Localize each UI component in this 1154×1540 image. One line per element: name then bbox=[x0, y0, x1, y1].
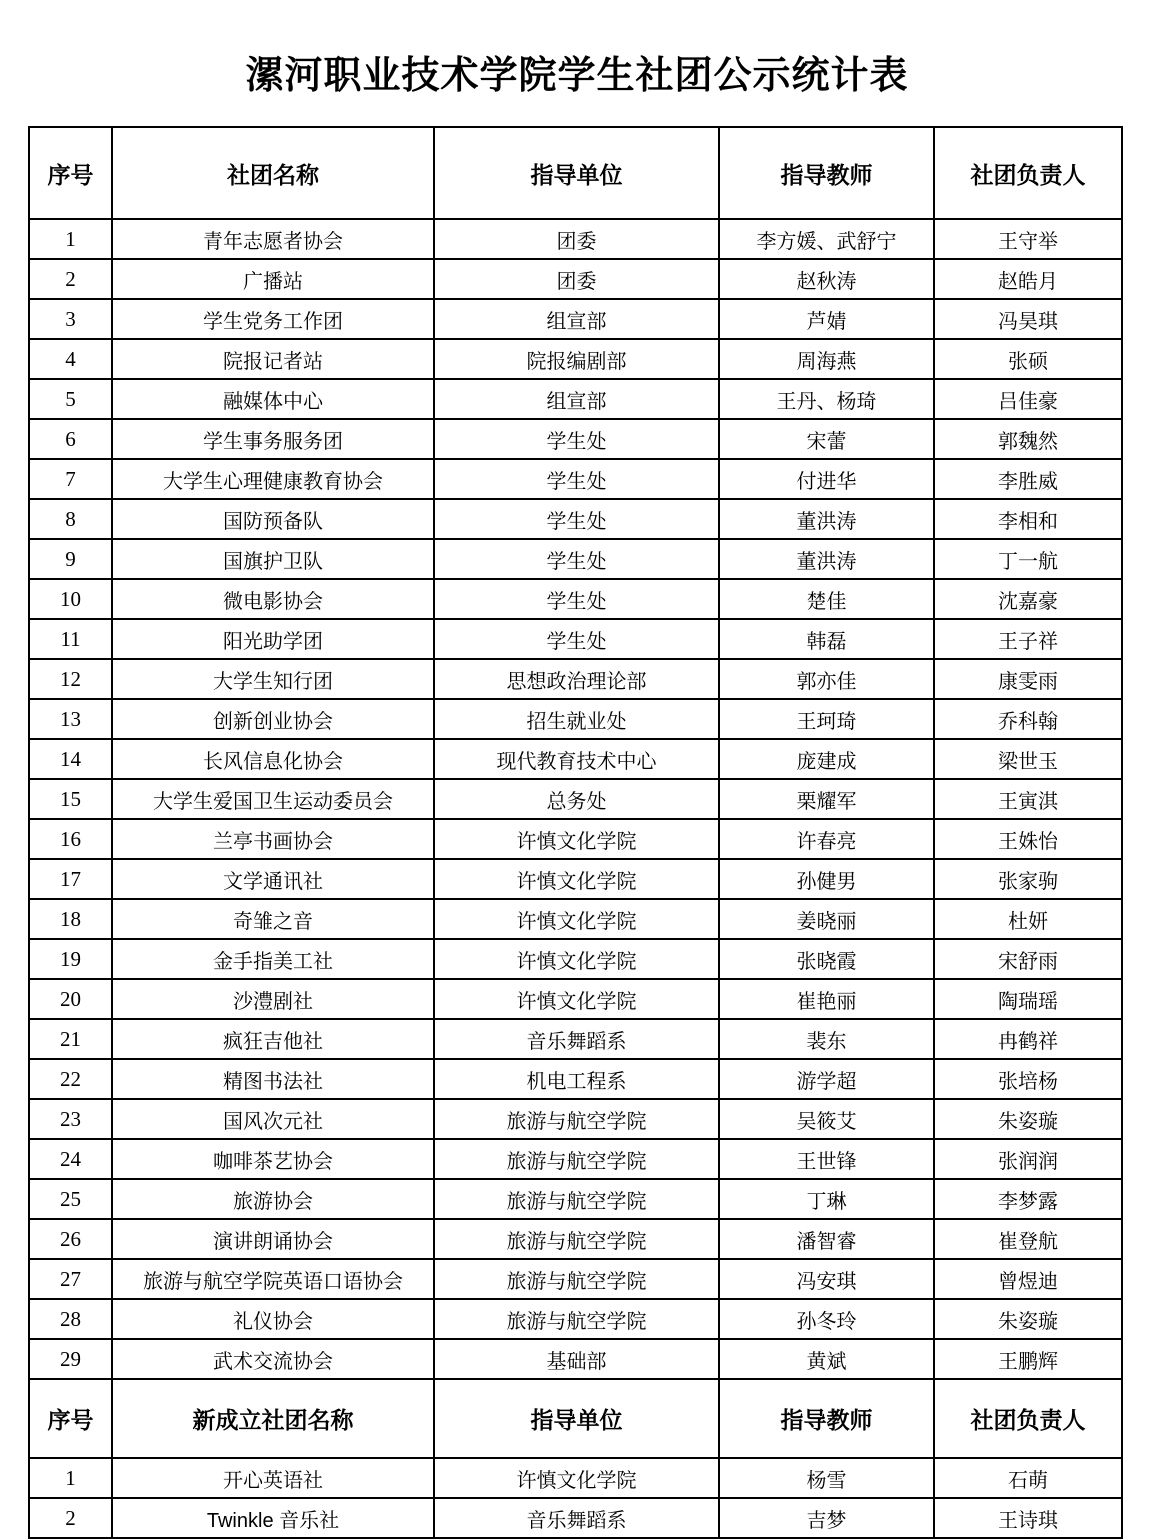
unit-cell: 许慎文化学院 bbox=[434, 899, 719, 939]
index-cell: 10 bbox=[29, 579, 112, 619]
index-cell: 17 bbox=[29, 859, 112, 899]
unit-cell: 思想政治理论部 bbox=[434, 659, 719, 699]
index-cell: 13 bbox=[29, 699, 112, 739]
teacher-cell: 冯安琪 bbox=[719, 1259, 934, 1299]
unit-cell: 组宣部 bbox=[434, 299, 719, 339]
table-row bbox=[29, 1059, 1122, 1099]
page-title: 漯河职业技术学院学生社团公示统计表 bbox=[245, 55, 909, 97]
leader-cell: 王子祥 bbox=[934, 619, 1122, 659]
club-name-cell: 咖啡茶艺协会 bbox=[112, 1139, 434, 1179]
table-row bbox=[29, 419, 1122, 459]
club-name-cell: 旅游与航空学院英语口语协会 bbox=[112, 1259, 434, 1299]
teacher-cell: 楚佳 bbox=[719, 579, 934, 619]
unit-cell: 基础部 bbox=[434, 1339, 719, 1379]
teacher-cell: 栗耀军 bbox=[719, 779, 934, 819]
leader-cell: 冉鹤祥 bbox=[934, 1019, 1122, 1059]
unit-cell: 许慎文化学院 bbox=[434, 939, 719, 979]
leader-cell: 梁世玉 bbox=[934, 739, 1122, 779]
unit-cell: 许慎文化学院 bbox=[434, 819, 719, 859]
teacher-cell: 吉梦 bbox=[719, 1498, 934, 1538]
index-cell: 3 bbox=[29, 299, 112, 339]
unit-cell: 许慎文化学院 bbox=[434, 1458, 719, 1498]
leader-cell: 王鹏辉 bbox=[934, 1339, 1122, 1379]
teacher-cell: 孙健男 bbox=[719, 859, 934, 899]
teacher-cell: 王丹、杨琦 bbox=[719, 379, 934, 419]
index-cell: 2 bbox=[29, 1498, 112, 1538]
teacher-cell: 裴东 bbox=[719, 1019, 934, 1059]
index-cell: 7 bbox=[29, 459, 112, 499]
leader-cell: 沈嘉豪 bbox=[934, 579, 1122, 619]
club-name-cell: 创新创业协会 bbox=[112, 699, 434, 739]
teacher-cell: 张晓霞 bbox=[719, 939, 934, 979]
unit-cell: 学生处 bbox=[434, 459, 719, 499]
table-row bbox=[29, 219, 1122, 259]
leader-cell: 张家驹 bbox=[934, 859, 1122, 899]
club-name-cell: Twinkle 音乐社 bbox=[112, 1498, 434, 1538]
club-name-cell: 国旗护卫队 bbox=[112, 539, 434, 579]
header-cell: 新成立社团名称 bbox=[112, 1379, 434, 1458]
leader-cell: 丁一航 bbox=[934, 539, 1122, 579]
leader-cell: 张润润 bbox=[934, 1139, 1122, 1179]
club-name-cell: 微电影协会 bbox=[112, 579, 434, 619]
new-clubs-section bbox=[29, 1379, 1122, 1538]
index-cell: 9 bbox=[29, 539, 112, 579]
index-cell: 23 bbox=[29, 1099, 112, 1139]
club-name-cell: 国风次元社 bbox=[112, 1099, 434, 1139]
index-cell: 14 bbox=[29, 739, 112, 779]
unit-cell: 音乐舞蹈系 bbox=[434, 1498, 719, 1538]
table-row bbox=[29, 259, 1122, 299]
teacher-cell: 芦婧 bbox=[719, 299, 934, 339]
index-cell: 20 bbox=[29, 979, 112, 1019]
leader-cell: 李相和 bbox=[934, 499, 1122, 539]
table1-header-row bbox=[29, 127, 1122, 219]
leader-cell: 陶瑞瑶 bbox=[934, 979, 1122, 1019]
unit-cell: 旅游与航空学院 bbox=[434, 1139, 719, 1179]
table-row bbox=[29, 699, 1122, 739]
index-cell: 4 bbox=[29, 339, 112, 379]
club-name-cell: 学生事务服务团 bbox=[112, 419, 434, 459]
unit-cell: 旅游与航空学院 bbox=[434, 1299, 719, 1339]
leader-cell: 张硕 bbox=[934, 339, 1122, 379]
club-name-cell: 阳光助学团 bbox=[112, 619, 434, 659]
index-cell: 8 bbox=[29, 499, 112, 539]
header-cell: 指导单位 bbox=[434, 127, 719, 219]
teacher-cell: 杨雪 bbox=[719, 1458, 934, 1498]
index-cell: 5 bbox=[29, 379, 112, 419]
index-cell: 22 bbox=[29, 1059, 112, 1099]
index-cell: 2 bbox=[29, 259, 112, 299]
teacher-cell: 赵秋涛 bbox=[719, 259, 934, 299]
index-cell: 1 bbox=[29, 219, 112, 259]
leader-cell: 吕佳豪 bbox=[934, 379, 1122, 419]
table-row bbox=[29, 1179, 1122, 1219]
header-cell: 社团负责人 bbox=[934, 1379, 1122, 1458]
index-cell: 11 bbox=[29, 619, 112, 659]
table-row bbox=[29, 1299, 1122, 1339]
header-cell: 指导教师 bbox=[719, 127, 934, 219]
unit-cell: 学生处 bbox=[434, 499, 719, 539]
teacher-cell: 王世锋 bbox=[719, 1139, 934, 1179]
index-cell: 6 bbox=[29, 419, 112, 459]
leader-cell: 王守举 bbox=[934, 219, 1122, 259]
header-cell: 指导教师 bbox=[719, 1379, 934, 1458]
club-name-cell: 学生党务工作团 bbox=[112, 299, 434, 339]
index-cell: 29 bbox=[29, 1339, 112, 1379]
table-row bbox=[29, 859, 1122, 899]
leader-cell: 康雯雨 bbox=[934, 659, 1122, 699]
unit-cell: 机电工程系 bbox=[434, 1059, 719, 1099]
teacher-cell: 周海燕 bbox=[719, 339, 934, 379]
index-cell: 1 bbox=[29, 1458, 112, 1498]
leader-cell: 朱姿璇 bbox=[934, 1099, 1122, 1139]
unit-cell: 团委 bbox=[434, 219, 719, 259]
unit-cell: 学生处 bbox=[434, 539, 719, 579]
unit-cell: 许慎文化学院 bbox=[434, 859, 719, 899]
leader-cell: 郭魏然 bbox=[934, 419, 1122, 459]
club-name-cell: 广播站 bbox=[112, 259, 434, 299]
table-row bbox=[29, 1019, 1122, 1059]
index-cell: 15 bbox=[29, 779, 112, 819]
unit-cell: 学生处 bbox=[434, 619, 719, 659]
club-name-cell: 青年志愿者协会 bbox=[112, 219, 434, 259]
club-name-cell: 开心英语社 bbox=[112, 1458, 434, 1498]
teacher-cell: 姜晓丽 bbox=[719, 899, 934, 939]
table-row bbox=[29, 539, 1122, 579]
index-cell: 24 bbox=[29, 1139, 112, 1179]
table-row bbox=[29, 1139, 1122, 1179]
leader-cell: 张培杨 bbox=[934, 1059, 1122, 1099]
index-cell: 27 bbox=[29, 1259, 112, 1299]
unit-cell: 招生就业处 bbox=[434, 699, 719, 739]
club-name-cell: 旅游协会 bbox=[112, 1179, 434, 1219]
unit-cell: 学生处 bbox=[434, 579, 719, 619]
table-row bbox=[29, 459, 1122, 499]
unit-cell: 院报编剧部 bbox=[434, 339, 719, 379]
teacher-cell: 付进华 bbox=[719, 459, 934, 499]
club-name-cell: 文学通讯社 bbox=[112, 859, 434, 899]
header-cell: 指导单位 bbox=[434, 1379, 719, 1458]
table-row bbox=[29, 299, 1122, 339]
unit-cell: 组宣部 bbox=[434, 379, 719, 419]
teacher-cell: 董洪涛 bbox=[719, 499, 934, 539]
table-row bbox=[29, 779, 1122, 819]
unit-cell: 旅游与航空学院 bbox=[434, 1259, 719, 1299]
table-row bbox=[29, 379, 1122, 419]
leader-cell: 朱姿璇 bbox=[934, 1299, 1122, 1339]
leader-cell: 乔科翰 bbox=[934, 699, 1122, 739]
teacher-cell: 郭亦佳 bbox=[719, 659, 934, 699]
teacher-cell: 王珂琦 bbox=[719, 699, 934, 739]
teacher-cell: 孙冬玲 bbox=[719, 1299, 934, 1339]
teacher-cell: 丁琳 bbox=[719, 1179, 934, 1219]
leader-cell: 王姝怡 bbox=[934, 819, 1122, 859]
leader-cell: 石萌 bbox=[934, 1458, 1122, 1498]
teacher-cell: 庞建成 bbox=[719, 739, 934, 779]
clubs-table bbox=[28, 126, 1123, 1539]
table-row bbox=[29, 1458, 1122, 1498]
unit-cell: 现代教育技术中心 bbox=[434, 739, 719, 779]
header-cell: 社团名称 bbox=[112, 127, 434, 219]
index-cell: 16 bbox=[29, 819, 112, 859]
club-name-cell: 大学生知行团 bbox=[112, 659, 434, 699]
club-name-cell: 精图书法社 bbox=[112, 1059, 434, 1099]
unit-cell: 旅游与航空学院 bbox=[434, 1179, 719, 1219]
table-row bbox=[29, 1498, 1122, 1538]
table-row bbox=[29, 1219, 1122, 1259]
club-name-cell: 融媒体中心 bbox=[112, 379, 434, 419]
leader-cell: 王寅淇 bbox=[934, 779, 1122, 819]
club-name-cell: 院报记者站 bbox=[112, 339, 434, 379]
teacher-cell: 宋蕾 bbox=[719, 419, 934, 459]
teacher-cell: 许春亮 bbox=[719, 819, 934, 859]
index-cell: 25 bbox=[29, 1179, 112, 1219]
teacher-cell: 崔艳丽 bbox=[719, 979, 934, 1019]
header-cell: 社团负责人 bbox=[934, 127, 1122, 219]
unit-cell: 许慎文化学院 bbox=[434, 979, 719, 1019]
table-row bbox=[29, 939, 1122, 979]
teacher-cell: 潘智睿 bbox=[719, 1219, 934, 1259]
teacher-cell: 游学超 bbox=[719, 1059, 934, 1099]
leader-cell: 杜妍 bbox=[934, 899, 1122, 939]
table-row bbox=[29, 739, 1122, 779]
unit-cell: 旅游与航空学院 bbox=[434, 1099, 719, 1139]
club-name-cell: 演讲朗诵协会 bbox=[112, 1219, 434, 1259]
club-name-cell: 金手指美工社 bbox=[112, 939, 434, 979]
table-row bbox=[29, 819, 1122, 859]
unit-cell: 旅游与航空学院 bbox=[434, 1219, 719, 1259]
index-cell: 18 bbox=[29, 899, 112, 939]
club-name-cell: 国防预备队 bbox=[112, 499, 434, 539]
teacher-cell: 韩磊 bbox=[719, 619, 934, 659]
table-row bbox=[29, 1339, 1122, 1379]
unit-cell: 学生处 bbox=[434, 419, 719, 459]
table-row bbox=[29, 339, 1122, 379]
club-name-cell: 长风信息化协会 bbox=[112, 739, 434, 779]
club-name-cell: 礼仪协会 bbox=[112, 1299, 434, 1339]
leader-cell: 曾煜迪 bbox=[934, 1259, 1122, 1299]
index-cell: 26 bbox=[29, 1219, 112, 1259]
teacher-cell: 吴筱艾 bbox=[719, 1099, 934, 1139]
index-cell: 12 bbox=[29, 659, 112, 699]
header-cell: 序号 bbox=[29, 127, 112, 219]
table-row bbox=[29, 659, 1122, 699]
club-name-cell: 大学生心理健康教育协会 bbox=[112, 459, 434, 499]
index-cell: 28 bbox=[29, 1299, 112, 1339]
club-name-cell: 疯狂吉他社 bbox=[112, 1019, 434, 1059]
unit-cell: 总务处 bbox=[434, 779, 719, 819]
table-row bbox=[29, 1099, 1122, 1139]
unit-cell: 音乐舞蹈系 bbox=[434, 1019, 719, 1059]
leader-cell: 崔登航 bbox=[934, 1219, 1122, 1259]
leader-cell: 李胜威 bbox=[934, 459, 1122, 499]
table-row bbox=[29, 619, 1122, 659]
teacher-cell: 李方媛、武舒宁 bbox=[719, 219, 934, 259]
table-row bbox=[29, 1259, 1122, 1299]
club-name-cell: 兰亭书画协会 bbox=[112, 819, 434, 859]
existing-clubs-section bbox=[29, 127, 1122, 1379]
leader-cell: 王诗琪 bbox=[934, 1498, 1122, 1538]
leader-cell: 赵皓月 bbox=[934, 259, 1122, 299]
index-cell: 19 bbox=[29, 939, 112, 979]
club-name-cell: 奇雏之音 bbox=[112, 899, 434, 939]
table-row bbox=[29, 899, 1122, 939]
unit-cell: 团委 bbox=[434, 259, 719, 299]
club-name-cell: 大学生爱国卫生运动委员会 bbox=[112, 779, 434, 819]
table-row bbox=[29, 979, 1122, 1019]
club-name-cell: 武术交流协会 bbox=[112, 1339, 434, 1379]
leader-cell: 李梦露 bbox=[934, 1179, 1122, 1219]
leader-cell: 冯昊琪 bbox=[934, 299, 1122, 339]
club-name-cell: 沙澧剧社 bbox=[112, 979, 434, 1019]
table-row bbox=[29, 579, 1122, 619]
table-row bbox=[29, 499, 1122, 539]
teacher-cell: 董洪涛 bbox=[719, 539, 934, 579]
header-cell: 序号 bbox=[29, 1379, 112, 1458]
index-cell: 21 bbox=[29, 1019, 112, 1059]
table2-header-row bbox=[29, 1379, 1122, 1458]
leader-cell: 宋舒雨 bbox=[934, 939, 1122, 979]
teacher-cell: 黄斌 bbox=[719, 1339, 934, 1379]
